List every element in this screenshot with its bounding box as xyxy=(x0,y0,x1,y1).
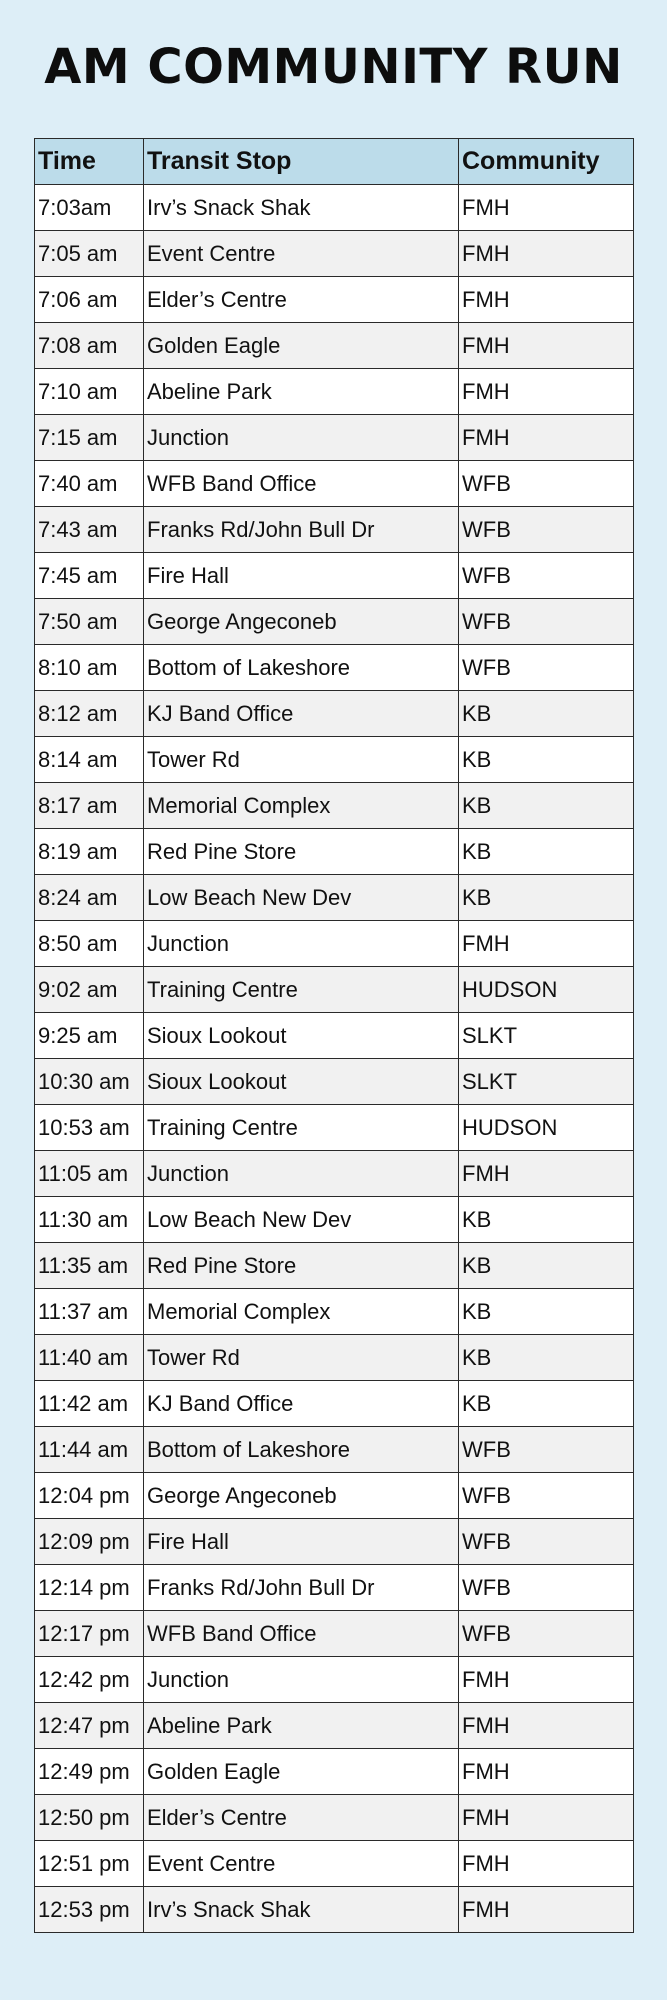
column-header-time: Time xyxy=(35,139,144,185)
table-row xyxy=(35,1795,634,1841)
table-row xyxy=(35,829,634,875)
cell-transit-stop: Elder’s Centre xyxy=(144,277,459,323)
cell-time: 11:30 am xyxy=(35,1197,144,1243)
cell-community: KB xyxy=(459,1197,634,1243)
cell-time: 7:10 am xyxy=(35,369,144,415)
cell-transit-stop: Tower Rd xyxy=(144,1335,459,1381)
table-row xyxy=(35,599,634,645)
cell-transit-stop: Franks Rd/John Bull Dr xyxy=(144,507,459,553)
column-header-community: Community xyxy=(459,139,634,185)
table-row xyxy=(35,1703,634,1749)
cell-community: FMH xyxy=(459,1795,634,1841)
table-row xyxy=(35,1059,634,1105)
cell-transit-stop: Low Beach New Dev xyxy=(144,1197,459,1243)
cell-transit-stop: Sioux Lookout xyxy=(144,1013,459,1059)
table-row xyxy=(35,967,634,1013)
cell-time: 11:35 am xyxy=(35,1243,144,1289)
cell-community: KB xyxy=(459,1381,634,1427)
cell-time: 8:12 am xyxy=(35,691,144,737)
cell-time: 7:08 am xyxy=(35,323,144,369)
cell-transit-stop: Training Centre xyxy=(144,1105,459,1151)
cell-transit-stop: WFB Band Office xyxy=(144,1611,459,1657)
cell-time: 12:53 pm xyxy=(35,1887,144,1933)
cell-time: 11:42 am xyxy=(35,1381,144,1427)
table-row xyxy=(35,921,634,967)
cell-community: KB xyxy=(459,875,634,921)
cell-transit-stop: George Angeconeb xyxy=(144,599,459,645)
cell-time: 7:05 am xyxy=(35,231,144,277)
cell-community: SLKT xyxy=(459,1059,634,1105)
table-row xyxy=(35,461,634,507)
cell-time: 12:50 pm xyxy=(35,1795,144,1841)
cell-community: FMH xyxy=(459,1749,634,1795)
cell-transit-stop: Event Centre xyxy=(144,1841,459,1887)
column-header-transit-stop: Transit Stop xyxy=(144,139,459,185)
cell-time: 11:40 am xyxy=(35,1335,144,1381)
cell-time: 8:24 am xyxy=(35,875,144,921)
cell-community: WFB xyxy=(459,1611,634,1657)
cell-community: KB xyxy=(459,1243,634,1289)
cell-time: 7:45 am xyxy=(35,553,144,599)
table-row xyxy=(35,277,634,323)
cell-community: WFB xyxy=(459,461,634,507)
table-row xyxy=(35,1105,634,1151)
cell-transit-stop: Fire Hall xyxy=(144,553,459,599)
cell-transit-stop: Franks Rd/John Bull Dr xyxy=(144,1565,459,1611)
cell-time: 8:14 am xyxy=(35,737,144,783)
schedule-table xyxy=(34,138,634,1933)
cell-transit-stop: Elder’s Centre xyxy=(144,1795,459,1841)
cell-transit-stop: George Angeconeb xyxy=(144,1473,459,1519)
cell-transit-stop: Irv’s Snack Shak xyxy=(144,185,459,231)
cell-community: KB xyxy=(459,737,634,783)
table-row xyxy=(35,507,634,553)
cell-community: FMH xyxy=(459,921,634,967)
cell-community: WFB xyxy=(459,1473,634,1519)
cell-time: 7:15 am xyxy=(35,415,144,461)
cell-community: FMH xyxy=(459,185,634,231)
table-row xyxy=(35,1197,634,1243)
table-row xyxy=(35,1335,634,1381)
cell-community: WFB xyxy=(459,553,634,599)
table-row xyxy=(35,1887,634,1933)
cell-time: 10:53 am xyxy=(35,1105,144,1151)
table-row xyxy=(35,553,634,599)
page-title: AM COMMUNITY RUN xyxy=(44,39,623,95)
table-row xyxy=(35,1841,634,1887)
cell-time: 9:25 am xyxy=(35,1013,144,1059)
cell-transit-stop: Fire Hall xyxy=(144,1519,459,1565)
table-row xyxy=(35,1289,634,1335)
cell-community: WFB xyxy=(459,1565,634,1611)
cell-transit-stop: Abeline Park xyxy=(144,369,459,415)
table-row xyxy=(35,1381,634,1427)
table-row xyxy=(35,783,634,829)
cell-transit-stop: Red Pine Store xyxy=(144,829,459,875)
cell-community: KB xyxy=(459,829,634,875)
cell-transit-stop: Sioux Lookout xyxy=(144,1059,459,1105)
cell-transit-stop: Low Beach New Dev xyxy=(144,875,459,921)
table-header-row xyxy=(35,139,634,185)
cell-community: WFB xyxy=(459,1427,634,1473)
table-row xyxy=(35,415,634,461)
cell-community: WFB xyxy=(459,645,634,691)
cell-transit-stop: Abeline Park xyxy=(144,1703,459,1749)
cell-community: FMH xyxy=(459,1887,634,1933)
cell-transit-stop: Junction xyxy=(144,415,459,461)
cell-transit-stop: Irv’s Snack Shak xyxy=(144,1887,459,1933)
cell-community: FMH xyxy=(459,1657,634,1703)
cell-transit-stop: Event Centre xyxy=(144,231,459,277)
cell-transit-stop: Memorial Complex xyxy=(144,1289,459,1335)
cell-time: 8:50 am xyxy=(35,921,144,967)
cell-community: FMH xyxy=(459,231,634,277)
cell-transit-stop: KJ Band Office xyxy=(144,691,459,737)
cell-time: 12:49 pm xyxy=(35,1749,144,1795)
table-row xyxy=(35,1611,634,1657)
table-row xyxy=(35,323,634,369)
cell-transit-stop: Memorial Complex xyxy=(144,783,459,829)
table-row xyxy=(35,185,634,231)
cell-time: 12:51 pm xyxy=(35,1841,144,1887)
cell-time: 8:19 am xyxy=(35,829,144,875)
cell-time: 12:14 pm xyxy=(35,1565,144,1611)
table-row xyxy=(35,875,634,921)
table-row xyxy=(35,369,634,415)
cell-community: HUDSON xyxy=(459,1105,634,1151)
cell-community: FMH xyxy=(459,415,634,461)
cell-transit-stop: Training Centre xyxy=(144,967,459,1013)
table-row xyxy=(35,1427,634,1473)
cell-community: FMH xyxy=(459,369,634,415)
cell-time: 12:17 pm xyxy=(35,1611,144,1657)
cell-time: 12:04 pm xyxy=(35,1473,144,1519)
cell-community: FMH xyxy=(459,1151,634,1197)
cell-community: HUDSON xyxy=(459,967,634,1013)
cell-time: 7:06 am xyxy=(35,277,144,323)
cell-transit-stop: Junction xyxy=(144,1151,459,1197)
schedule-body xyxy=(35,185,634,1933)
cell-time: 8:17 am xyxy=(35,783,144,829)
cell-time: 10:30 am xyxy=(35,1059,144,1105)
table-row xyxy=(35,1519,634,1565)
cell-community: FMH xyxy=(459,277,634,323)
cell-transit-stop: Junction xyxy=(144,1657,459,1703)
cell-time: 12:09 pm xyxy=(35,1519,144,1565)
table-row xyxy=(35,1473,634,1519)
cell-time: 12:47 pm xyxy=(35,1703,144,1749)
cell-transit-stop: Golden Eagle xyxy=(144,323,459,369)
cell-transit-stop: Bottom of Lakeshore xyxy=(144,1427,459,1473)
cell-time: 7:40 am xyxy=(35,461,144,507)
cell-transit-stop: Red Pine Store xyxy=(144,1243,459,1289)
cell-community: FMH xyxy=(459,1703,634,1749)
cell-community: KB xyxy=(459,1335,634,1381)
table-row xyxy=(35,1243,634,1289)
cell-community: SLKT xyxy=(459,1013,634,1059)
cell-transit-stop: Tower Rd xyxy=(144,737,459,783)
cell-time: 7:43 am xyxy=(35,507,144,553)
cell-time: 11:05 am xyxy=(35,1151,144,1197)
cell-time: 12:42 pm xyxy=(35,1657,144,1703)
cell-time: 11:44 am xyxy=(35,1427,144,1473)
cell-community: WFB xyxy=(459,1519,634,1565)
table-row xyxy=(35,1151,634,1197)
table-row xyxy=(35,691,634,737)
cell-transit-stop: WFB Band Office xyxy=(144,461,459,507)
table-row xyxy=(35,1657,634,1703)
table-row xyxy=(35,1013,634,1059)
table-row xyxy=(35,737,634,783)
cell-transit-stop: Golden Eagle xyxy=(144,1749,459,1795)
cell-transit-stop: KJ Band Office xyxy=(144,1381,459,1427)
cell-time: 11:37 am xyxy=(35,1289,144,1335)
table-row xyxy=(35,645,634,691)
cell-community: FMH xyxy=(459,1841,634,1887)
cell-time: 7:50 am xyxy=(35,599,144,645)
cell-community: WFB xyxy=(459,507,634,553)
cell-time: 8:10 am xyxy=(35,645,144,691)
cell-community: KB xyxy=(459,1289,634,1335)
table-row xyxy=(35,1565,634,1611)
cell-time: 9:02 am xyxy=(35,967,144,1013)
table-row xyxy=(35,231,634,277)
table-row xyxy=(35,1749,634,1795)
cell-community: KB xyxy=(459,691,634,737)
cell-transit-stop: Junction xyxy=(144,921,459,967)
cell-community: KB xyxy=(459,783,634,829)
cell-community: FMH xyxy=(459,323,634,369)
cell-transit-stop: Bottom of Lakeshore xyxy=(144,645,459,691)
cell-community: WFB xyxy=(459,599,634,645)
cell-time: 7:03am xyxy=(35,185,144,231)
